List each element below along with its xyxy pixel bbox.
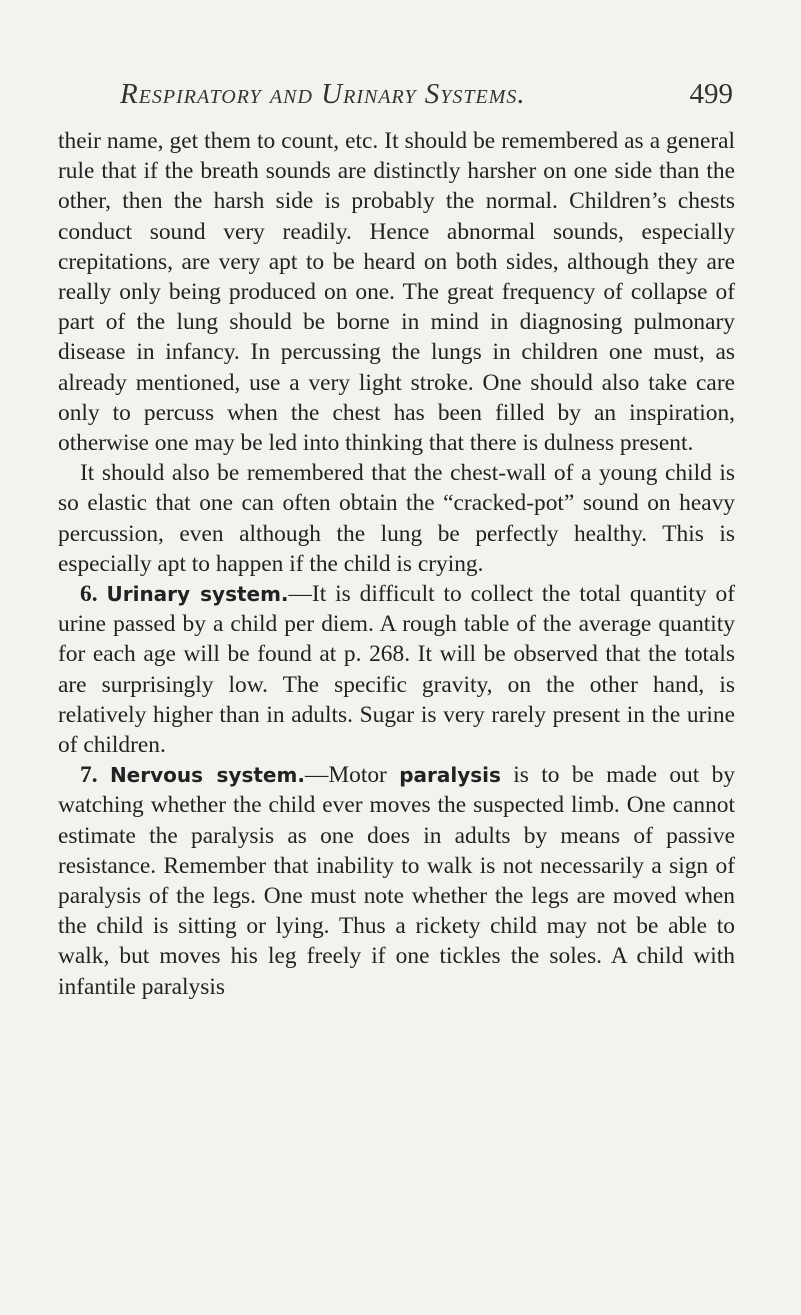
paragraph-urinary-system <box>58 579 735 760</box>
nervous-text-b: is to be made out by watching whether the child ever moves the suspected limb. One cannot estimate the paralysis as one does in adults by means of passive resistance. Remember that inability to walk is not necessarily a sign of paralysis of the legs. One must note whether the legs are moved when the child is sitting or lying. Thus a rickety child may not be able to walk, but moves his leg freely if one tickles the soles. A child with infantile paralysis <box>58 762 735 1000</box>
page-number: 499 <box>689 78 733 110</box>
paragraph-chest-wall: It should also be remembered that the chest-wall of a young child is so elastic that one can often obtain the “cracked-pot” sound on heavy percussion, even although the lung be perfectly healthy. This is especially apt to happen if the child is crying. <box>58 460 735 577</box>
nervous-text-a: —Motor <box>304 762 400 789</box>
section-number: 7. <box>80 762 98 789</box>
body-text <box>58 126 735 1002</box>
keyword-paralysis: paralysis <box>399 763 501 788</box>
section-number: 6. <box>80 581 98 608</box>
page-header <box>58 78 735 114</box>
paragraph-nervous-system <box>58 760 735 1002</box>
section-title-urinary: Urinary system. <box>106 582 289 607</box>
running-head: Respiratory and Urinary Systems. <box>120 78 526 110</box>
urinary-text: —It is difficult to collect the total quantity of urine passed by a child per diem. A rough table of the average quantity for each age will be found at p. 268. It will be observed that the totals are surprisingly low. The specific gravity, on the other hand, is relatively higher than in adults. Sugar is very rarely present in the urine of children. <box>58 581 735 759</box>
section-title-nervous: Nervous system. <box>109 763 305 788</box>
paragraph-breath-sounds: their name, get them to count, etc. It should be remembered as a general rule that if the breath sounds are distinctly harsher on one side than the other, then the harsh side is probably the normal. Children’s chests conduct sound very readily. Hence abnormal sounds, especially crepitations, are very apt to be heard on both sides, although they are really only being produced on one. The great frequency of collapse of part of the lung should be borne in mind in diagnosing pulmonary disease in infancy. In percussing the lungs in children one must, as already mentioned, use a very light stroke. One should also take care only to percuss when the chest has been filled by an inspiration, otherwise one may be led into thinking that there is dulness present. <box>58 128 735 457</box>
